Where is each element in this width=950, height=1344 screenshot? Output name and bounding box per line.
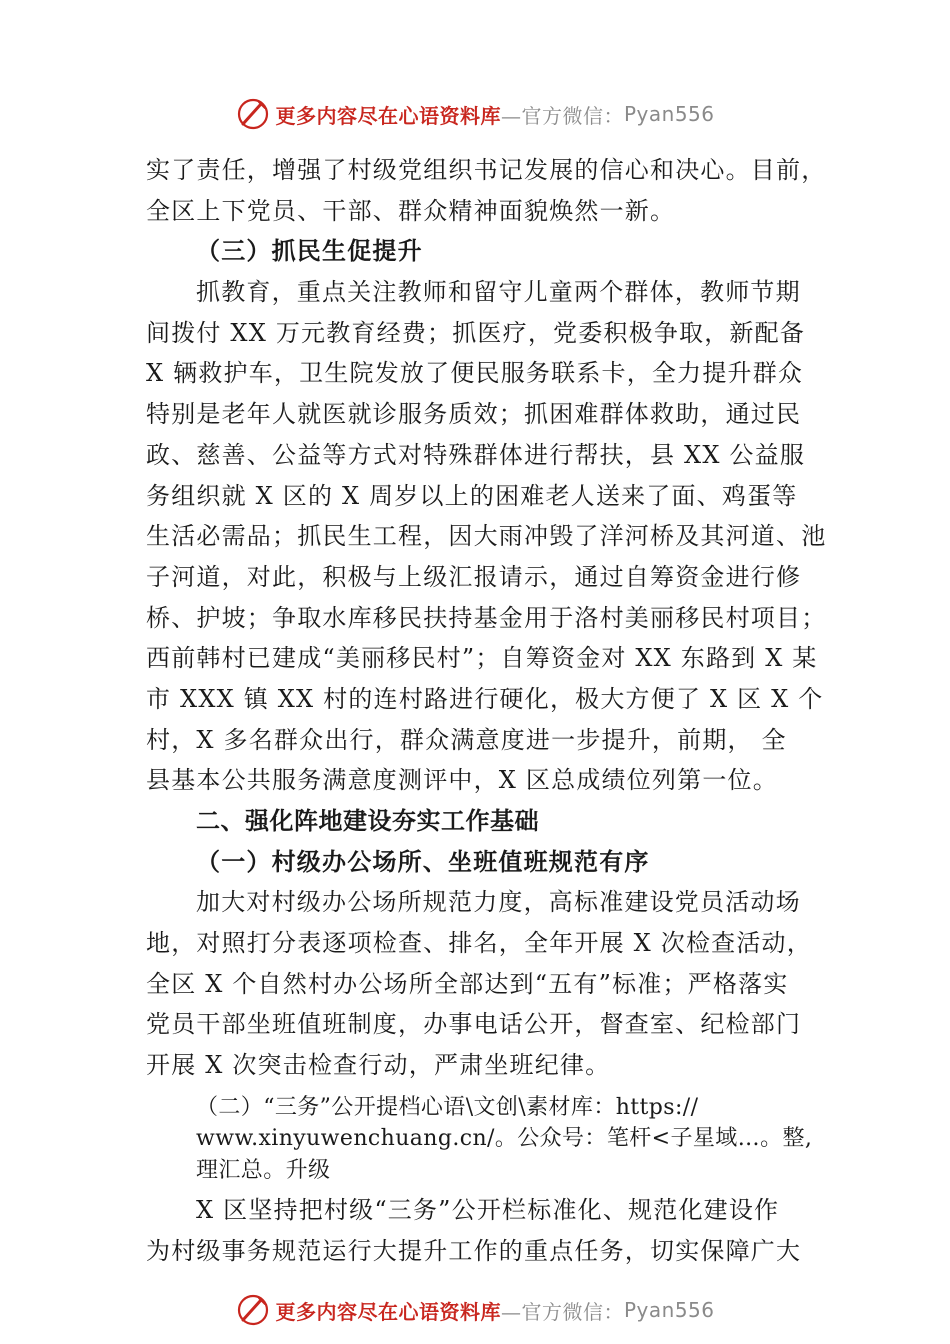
document-body <box>146 150 826 1272</box>
text-line: 理汇总。升级 <box>196 1157 331 1183</box>
section-heading-with-link: （二）“三务”公开提档心语\文创\素材库：https:// <box>196 1094 699 1120</box>
footer-red-text: 更多内容尽在心语资料库 <box>275 1299 501 1324</box>
text-line: 为村级事务规范运行大提升工作的重点任务，切实保障广大 <box>146 1237 802 1265</box>
text-line: 政、慈善、公益等方式对特殊群体进行帮扶，县 XX 公益服 <box>146 440 806 469</box>
chapter-heading: 二、强化阵地建设夯实工作基础 <box>196 807 539 835</box>
text-line: 加大对村级办公场所规范力度，高标准建设党员活动场 <box>196 888 801 917</box>
text-line: 开展 X 次突击检查行动，严肃坐班纪律。 <box>146 1051 611 1080</box>
text-line: 地，对照打分表逐项检查、排名，全年开展 X 次检查活动， <box>146 929 812 958</box>
text-line: 生活必需品；抓民生工程，因大雨冲毁了洋河桥及其河道、池 <box>146 522 827 551</box>
header-watermark <box>0 92 950 136</box>
section-heading: （三）抓民生促提升 <box>196 236 423 266</box>
text-line: 抓教育，重点关注教师和留守儿童两个群体，教师节期 <box>196 278 801 307</box>
text-line: X 区坚持把村级“三务”公开栏标准化、规范化建设作 <box>196 1196 780 1225</box>
text-line: 实了责任，增强了村级党组织书记发展的信心和决心。目前， <box>146 156 827 184</box>
header-wechat-id: Pyan556 <box>623 102 715 126</box>
header-red-text: 更多内容尽在心语资料库 <box>275 103 501 128</box>
text-line: 村，X 多名群众出行，群众满意度进一步提升，前期， 全 <box>146 725 787 754</box>
text-line: 务组织就 X 区的 X 周岁以上的困难老人送来了面、鸡蛋等 <box>146 481 798 510</box>
header-gray-text: —官方微信： <box>500 103 624 128</box>
text-line: 全区上下党员、干部、群众精神面貌焕然一新。 <box>146 196 676 225</box>
section-heading: （一）村级办公场所、坐班值班规范有序 <box>196 846 650 876</box>
footer-wechat-id: Pyan556 <box>623 1298 715 1322</box>
text-line: 县基本公共服务满意度测评中，X 区总成绩位列第一位。 <box>146 766 778 795</box>
text-line: 西前韩村已建成“美丽移民村”；自筹资金对 XX 东路到 X 某 <box>146 644 818 673</box>
text-line: 党员干部坐班值班制度，办事电话公开，督查室、纪检部门 <box>146 1010 802 1039</box>
text-line: 特别是老年人就医就诊服务质效；抓困难群体救助，通过民 <box>146 400 802 429</box>
text-line: 间拨付 XX 万元教育经费；抓医疗，党委积极争取，新配备 <box>146 318 806 347</box>
text-line: 子河道，对此，积极与上级汇报请示，通过自筹资金进行修 <box>146 562 802 591</box>
pen-logo-icon <box>235 1292 271 1328</box>
pen-logo-icon <box>235 96 271 132</box>
text-line: 全区 X 个自然村办公场所全部达到“五有”标准；严格落实 <box>146 969 789 998</box>
text-line: 桥、护坡；争取水库移民扶持基金用于洛村美丽移民村项目； <box>146 603 827 632</box>
footer-watermark <box>0 1288 950 1332</box>
footer-gray-text: —官方微信： <box>500 1299 624 1324</box>
text-line: X 辆救护车，卫生院发放了便民服务联系卡，全力提升群众 <box>146 359 804 388</box>
text-line: www.xinyuwenchuang.cn/。公众号：笔杆<子星域…。整, <box>196 1126 813 1152</box>
text-line: 市 XXX 镇 XX 村的连村路进行硬化，极大方便了 X 区 X 个 <box>146 684 824 713</box>
